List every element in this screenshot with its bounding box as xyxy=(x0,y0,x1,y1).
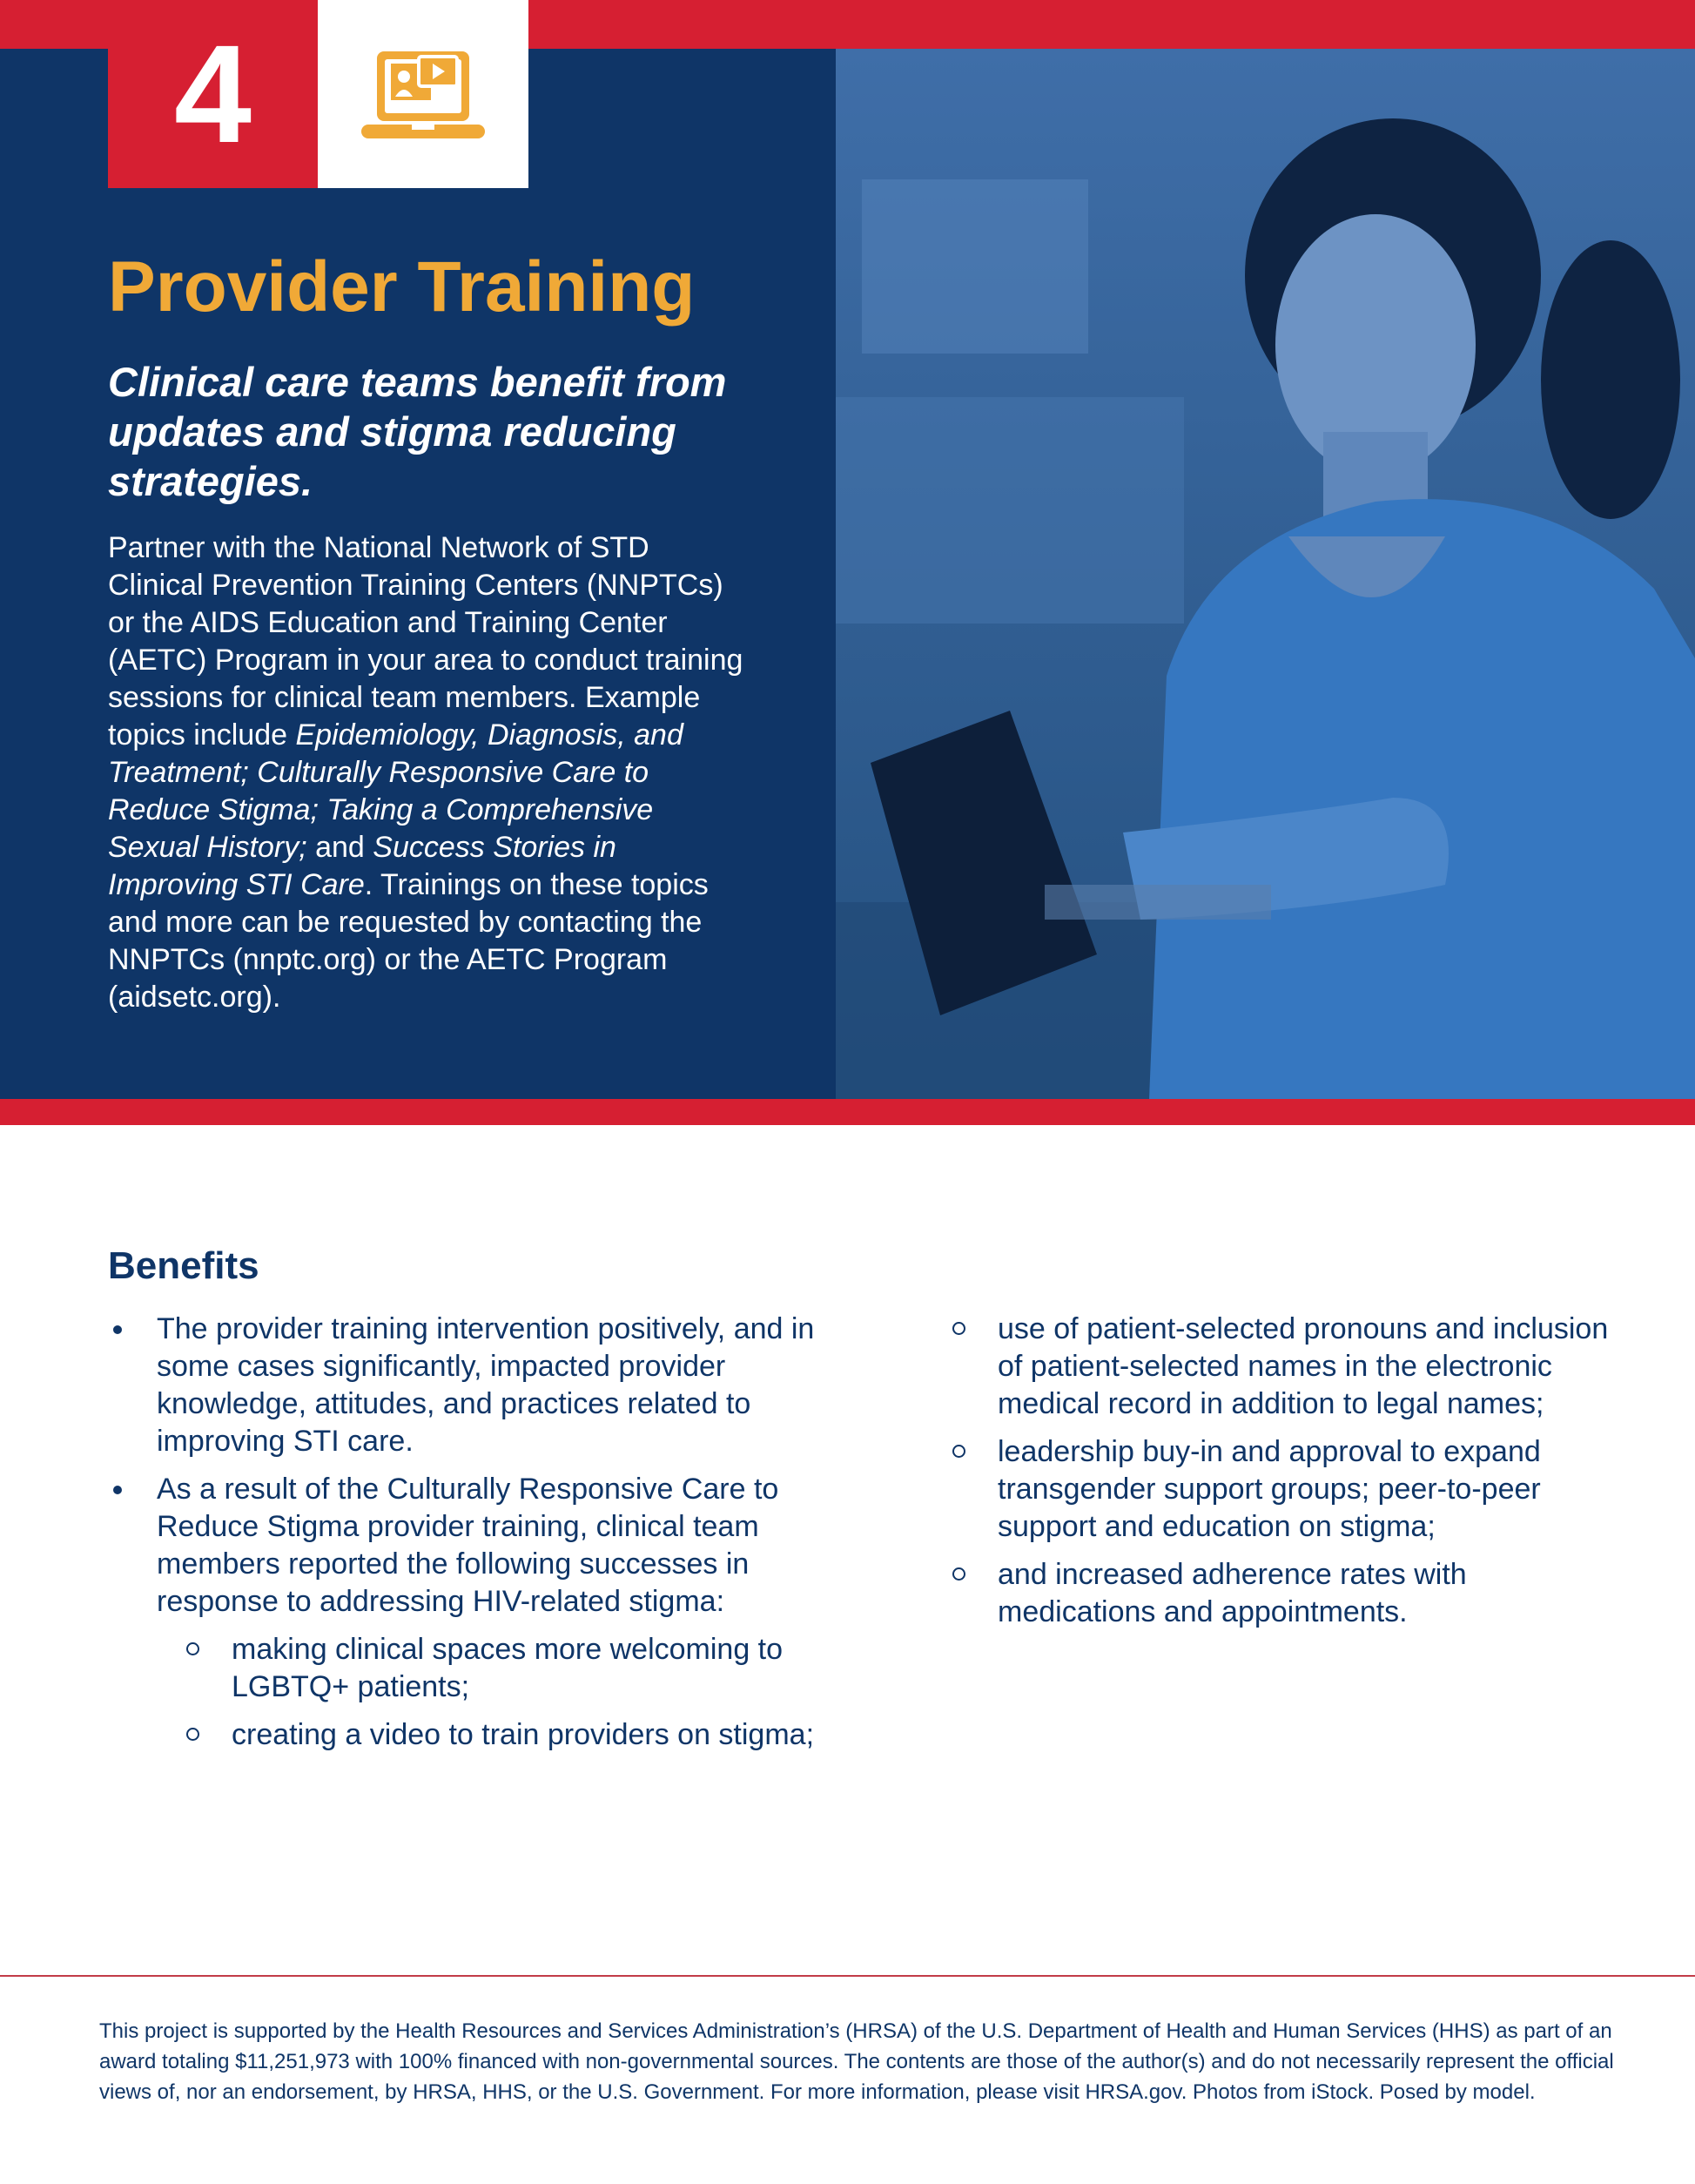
intro-paragraph xyxy=(108,529,743,1016)
circle-bullet-icon xyxy=(952,1322,965,1335)
page-subtitle: Clinical care teams benefit from updates and stigma reducing strategies. xyxy=(108,359,727,504)
success-item xyxy=(949,1556,1619,1631)
benefit-item xyxy=(108,1471,831,1621)
benefit-text: As a result of the Culturally Responsive Care to Reduce Stigma provider training, clinical team members reported the following successes in response to addressing HIV-related stigma: xyxy=(157,1473,779,1618)
footer-disclaimer: This project is supported by the Health Resources and Services Administration’s (HRSA) of the U.S. Department of Health and Human Services (HHS) as part of an award totaling $11,251,973 with 100% financed with non-governmental sources. The contents are those of the author(s) and do not necessarily represent the official views of, nor an endorsement, by HRSA, HHS, or the U.S. Government. For more information, please visit HRSA.gov. Photos from iStock. Posed by model. xyxy=(99,2019,1614,2104)
page-title: Provider Training xyxy=(108,247,696,327)
benefits-heading: Benefits xyxy=(108,1244,259,1287)
bullet-icon xyxy=(113,1486,122,1494)
benefits-list-right xyxy=(949,1311,1619,1641)
nurse-at-laptop-photo xyxy=(836,49,1695,1099)
success-text: leadership buy-in and approval to expand transgender support groups; peer-to-peer support and education on stigma; xyxy=(998,1435,1541,1543)
success-item xyxy=(183,1716,831,1754)
intro-text-1: Partner with the National Network of STD Clinical Prevention Training Centers (NNPTCs) or the AIDS Education and Training Center (AETC) Program in your area to conduct training sessions for clinical team members. Example topics include xyxy=(108,531,743,752)
success-item xyxy=(949,1311,1619,1423)
intro-topic-2: Success Stories in Improving STI Care xyxy=(108,831,616,901)
circle-bullet-icon xyxy=(186,1728,199,1741)
footer-divider xyxy=(0,1975,1695,1977)
hero-bottom-red-bar xyxy=(0,1099,1695,1125)
bullet-icon xyxy=(113,1325,122,1334)
success-item xyxy=(949,1433,1619,1546)
benefit-text: The provider training intervention positively, and in some cases significantly, impacted provider knowledge, attitudes, and practices related to improving STI care. xyxy=(157,1312,815,1458)
intro-text-2: and xyxy=(306,831,373,864)
circle-bullet-icon xyxy=(952,1445,965,1458)
circle-bullet-icon xyxy=(186,1642,199,1655)
benefits-list-left xyxy=(108,1311,831,1764)
section-number: 4 xyxy=(174,16,252,172)
hero-photo xyxy=(836,49,1695,1099)
section-number-badge xyxy=(108,0,318,188)
laptop-video-icon xyxy=(358,44,488,145)
success-text: making clinical spaces more welcoming to LGBTQ+ patients; xyxy=(232,1633,784,1703)
success-text: and increased adherence rates with medications and appointments. xyxy=(998,1558,1467,1628)
success-item xyxy=(183,1631,831,1706)
success-text: use of patient-selected pronouns and inclusion of patient-selected names in the electronic medical record in addition to legal names; xyxy=(998,1312,1609,1420)
benefit-item xyxy=(108,1311,831,1460)
success-text: creating a video to train providers on stigma; xyxy=(232,1718,815,1751)
intro-text-3: . Trainings on these topics and more can be requested by contacting the NNPTCs (nnptc.org) or the AETC Program (aidsetc.org). xyxy=(108,868,709,1014)
circle-bullet-icon xyxy=(952,1567,965,1581)
intro-topic-1: Epidemiology, Diagnosis, and Treatment; Culturally Responsive Care to Reduce Stigma; Taking a Comprehensive Sexual History; xyxy=(108,718,683,864)
section-icon-badge xyxy=(318,0,528,188)
